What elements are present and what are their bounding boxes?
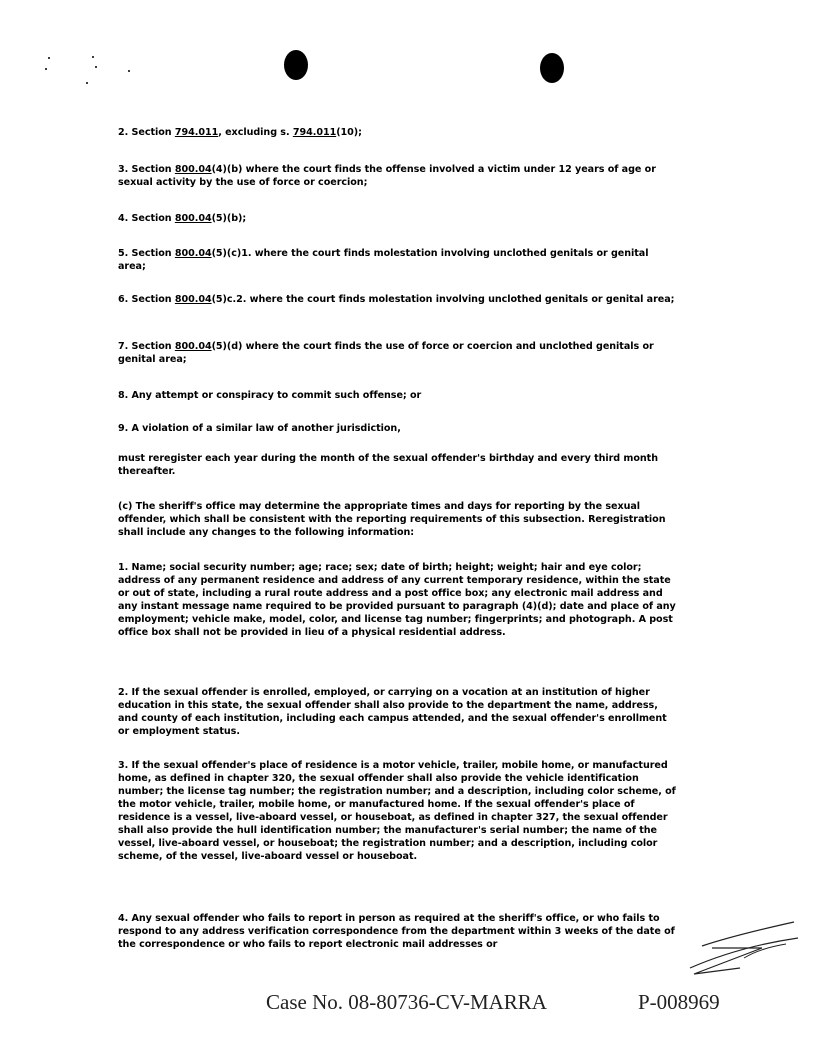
paragraph-c: (c) The sheriff's office may determine the appropriate times and days for reporting by the sexual offender, which shall be consistent with the reporting requirements of this subsection. Reregistration shall include any changes to the following information:	[118, 501, 666, 538]
subitem-3: 3. If the sexual offender's place of residence is a motor vehicle, trailer, mobile home, or manufactured home, as defined in chapter 320, the sexual offender shall also provide the vehicle identification number; the license tag number; the registration number; and a description, including color scheme, of the motor vehicle, trailer, mobile home, or manufactured home. If the sexual offender's place of residence is a vessel, live-aboard vessel, or houseboat, as defined in chapter 327, the sexual offender shall also provide the hull identification number; the manufacturer's serial number; the name of the vessel, live-aboard vessel, or houseboat; the registration number; and a description, including color scheme, of the vessel, live-aboard vessel or houseboat.	[118, 760, 676, 862]
subitem-1: 1. Name; social security number; age; race; sex; date of birth; height; weight; hair and eye color; address of any permanent residence and address of any current temporary residence, within the state or out of state, including a rural route address and a post office box; any electronic mail address and any instant message name required to be provided pursuant to paragraph (4)(d); date and place of any employment; vehicle make, model, color, and license tag number; fingerprints; and photograph. A post office box shall not be provided in lieu of a physical residential address.	[118, 562, 676, 638]
item-6: 6. Section 800.04(5)c.2. where the court finds molestation involving unclothed genitals or genital area;	[118, 294, 675, 305]
scan-speck	[48, 57, 50, 59]
statute-link[interactable]: 794.011	[292, 127, 337, 138]
statute-link[interactable]: 800.04	[174, 341, 212, 352]
item-8: 8. Any attempt or conspiracy to commit such offense; or	[118, 390, 422, 401]
punch-hole-right	[540, 53, 564, 83]
bates-number: P-008969	[638, 990, 720, 1014]
punch-hole-left	[284, 50, 308, 80]
reregister-paragraph: must reregister each year during the month of the sexual offender's birthday and every third month thereafter.	[118, 453, 659, 477]
subitem-2: 2. If the sexual offender is enrolled, employed, or carrying on a vocation at an institution of higher education in this state, the sexual offender shall also provide to the department the name, address, and county of each institution, including each campus attended, and the sexual offender's enrollment or employment status.	[118, 687, 667, 737]
item-7: 7. Section 800.04(5)(d) where the court finds the use of force or coercion and unclothed genitals or genital area;	[118, 341, 654, 365]
statute-link[interactable]: 800.04	[174, 164, 212, 175]
case-number: Case No. 08-80736-CV-MARRA	[266, 990, 547, 1014]
scan-speck	[45, 68, 47, 70]
scan-speck	[92, 56, 94, 58]
subitem-4: 4. Any sexual offender who fails to report in person as required at the sheriff's office, or who fails to respond to any address verification correspondence from the department within 3 weeks of the date of the correspondence or who fails to report electronic mail addresses or	[118, 913, 675, 950]
scan-speck	[86, 82, 88, 84]
statute-link[interactable]: 794.011	[174, 127, 219, 138]
statute-link[interactable]: 800.04	[174, 248, 212, 259]
item-5: 5. Section 800.04(5)(c)1. where the court finds molestation involving unclothed genitals or genital area;	[118, 248, 649, 272]
item-9: 9. A violation of a similar law of another jurisdiction,	[118, 423, 401, 434]
item-3: 3. Section 800.04(4)(b) where the court finds the offense involved a victim under 12 years of age or sexual activity by the use of force or coercion;	[118, 164, 656, 188]
statute-link[interactable]: 800.04	[174, 294, 212, 305]
scan-speck	[95, 66, 97, 68]
statute-link[interactable]: 800.04	[174, 213, 212, 224]
item-2: 2. Section 794.011, excluding s. 794.011(10);	[118, 127, 362, 138]
scan-speck	[128, 70, 130, 72]
signature-initials	[682, 918, 802, 978]
item-4: 4. Section 800.04(5)(b);	[118, 213, 247, 224]
